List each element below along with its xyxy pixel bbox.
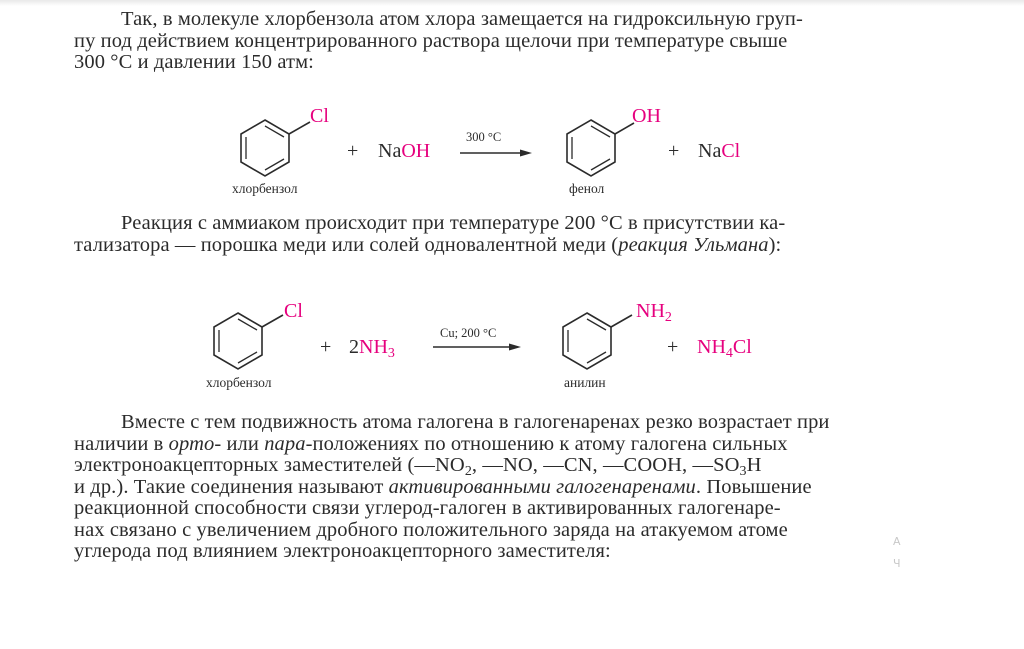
- benzene-ring-chlorobenzene: [203, 308, 273, 378]
- plus-sign: +: [320, 336, 332, 358]
- edge-mark: А: [893, 535, 901, 548]
- compound-name-chlorobenzene: хлорбензол: [206, 375, 272, 390]
- text-line: Так, в молекуле хлорбензола атом хлора замещается на гидроксильную груп-: [121, 8, 803, 30]
- formula-highlight: NH: [359, 336, 388, 358]
- text-line: реакционной способности связи углерод-галоген в активированных галогенаре-: [74, 497, 781, 519]
- text-segment: . Повышение: [695, 475, 812, 498]
- formula-subscript: 4: [725, 346, 733, 361]
- formula-highlight: Cl: [721, 140, 741, 162]
- text-line: Реакция с аммиаком происходит при температуре 200 °С в присутствии ка-: [121, 212, 786, 234]
- formula-subscript: 3: [387, 346, 395, 361]
- chlorine-label: Cl: [310, 105, 329, 127]
- paragraph-line: [74, 455, 896, 477]
- benzene-ring-phenol: [556, 115, 626, 185]
- paragraph-line: [74, 213, 892, 235]
- text-segment: наличии в: [74, 432, 169, 455]
- formula-part: Na: [378, 140, 402, 162]
- text-segment: ):: [768, 233, 782, 256]
- plus-sign: +: [668, 140, 680, 162]
- reagent-ammonia: [349, 336, 395, 359]
- paragraph-line: [74, 31, 892, 53]
- formula-highlight: NH: [697, 336, 726, 358]
- paragraph-line: [74, 541, 896, 563]
- formula-highlight: NH: [636, 300, 665, 322]
- text-segment: -положениях по отношению к атому галогена сильных: [305, 432, 788, 455]
- text-segment: - или: [214, 432, 265, 455]
- chlorine-label: Cl: [284, 300, 303, 322]
- text-line: пу под действием концентрированного раствора щелочи при температуре свыше: [74, 29, 788, 52]
- formula-highlight: Cl: [732, 336, 752, 358]
- compound-name-phenol: фенол: [569, 181, 605, 196]
- paragraph-line: [74, 520, 896, 542]
- compound-name-chlorobenzene: хлорбензол: [232, 181, 298, 196]
- benzene-ring-chlorobenzene: [230, 115, 300, 185]
- italic-term: орто: [168, 432, 215, 455]
- formula-subscript: 2: [664, 310, 672, 325]
- text-segment: , —NO, —CN, —COOH, —SO: [471, 454, 740, 476]
- edge-mark: Ч: [893, 557, 901, 570]
- text-segment: электроноакцепторных заместителей (—NO: [74, 454, 465, 476]
- reaction-condition: Cu; 200 °С: [440, 326, 497, 340]
- paragraph-line: [74, 434, 896, 456]
- reaction-condition: 300 °С: [466, 130, 502, 144]
- reagent-naoh: [378, 140, 430, 163]
- plus-sign: +: [667, 336, 679, 358]
- top-edge-shadow: [0, 0, 1024, 6]
- paragraph-ullmann: [74, 213, 892, 256]
- text-line: нах связано с увеличением дробного положительного заряда на атакуемом атоме: [74, 518, 788, 541]
- paragraph-line: [74, 235, 892, 257]
- paragraph-line: [74, 477, 896, 499]
- text-line: углерода под влиянием электроноакцепторного заместителя:: [74, 540, 611, 562]
- italic-term: пара: [264, 432, 306, 455]
- hydroxyl-label: OH: [632, 105, 661, 127]
- italic-term: реакция Ульмана: [618, 233, 769, 256]
- plus-sign: +: [347, 140, 359, 162]
- paragraph-line: [74, 412, 896, 434]
- text-segment: тализатора — порошка меди или солей одновалентной меди (: [74, 233, 619, 256]
- formula-subscript: 3: [739, 464, 747, 479]
- amino-label: [636, 300, 672, 323]
- formula-part: Na: [698, 140, 722, 162]
- paragraph-line: [74, 498, 896, 520]
- text-segment: H: [746, 454, 762, 476]
- text-segment: и др.). Такие соединения называют: [74, 475, 389, 498]
- text-line: Вместе с тем подвижность атома галогена в галогенаренах резко возрастает при: [121, 411, 830, 433]
- benzene-ring-aniline: [552, 308, 622, 378]
- paragraph-line: [74, 9, 892, 31]
- product-nacl: [698, 140, 740, 163]
- paragraph-intro: [74, 9, 892, 74]
- paragraph-line: [74, 52, 892, 74]
- italic-term: активированными галогенаренами: [388, 475, 696, 498]
- paragraph-activated-haloarenes: [74, 412, 896, 563]
- compound-name-aniline: анилин: [564, 375, 606, 390]
- formula-subscript: 2: [464, 464, 472, 479]
- text-line: 300 °С и давлении 150 атм:: [74, 51, 314, 73]
- formula-highlight: OH: [401, 140, 431, 162]
- product-ammonium-chloride: [697, 336, 752, 359]
- reaction-arrow: [433, 342, 521, 352]
- reaction-arrow: [460, 148, 532, 158]
- coefficient: 2: [349, 336, 359, 358]
